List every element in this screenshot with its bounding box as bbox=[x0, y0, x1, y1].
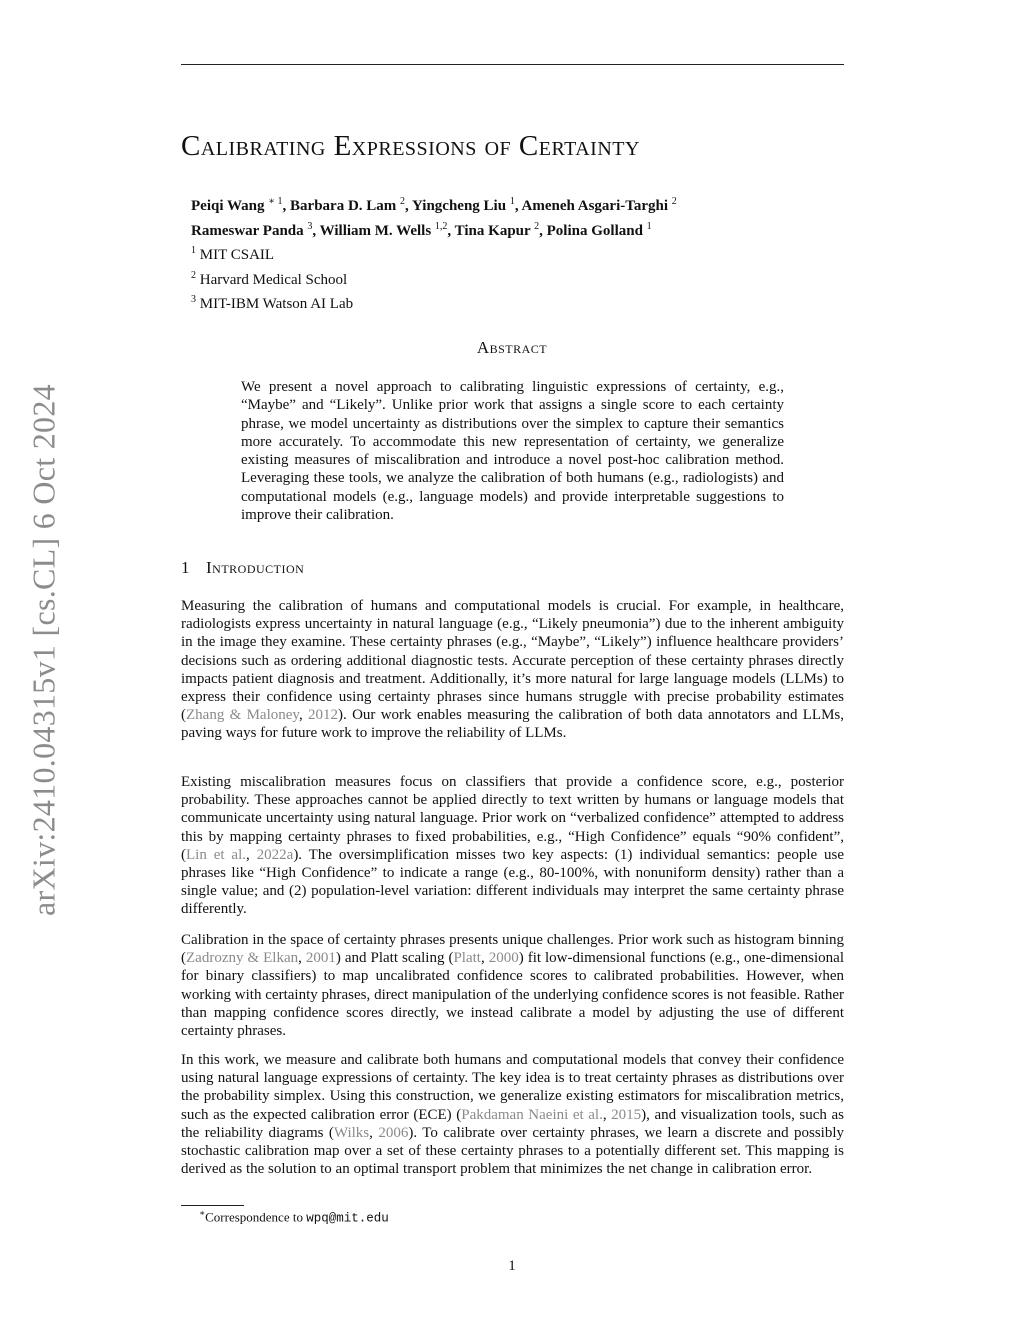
author-affiliation-mark: 2 bbox=[534, 220, 540, 232]
correspondence-email[interactable]: wpq@mit.edu bbox=[306, 1211, 389, 1226]
paragraph-text: ), and visualization tools, such as the reliability diagrams ( bbox=[181, 1106, 844, 1141]
intro-paragraph-2 bbox=[181, 773, 844, 919]
footnote-rule bbox=[181, 1205, 244, 1206]
author-separator: , bbox=[282, 198, 291, 214]
citation-link[interactable]: Zhang & Maloney bbox=[186, 707, 299, 724]
author-affiliation-mark: ∗ 1 bbox=[268, 196, 283, 207]
author-name: Rameswar Panda bbox=[191, 222, 304, 239]
paragraph-text: ) fit low-dimensional functions (e.g., one-dimensional for binary classifiers) to map uncalibrated confidence scores to calibrated probabilities. However, when working with certainty phrases, direct manipulation of the underlying confidence scores is not feasible. Rather than mapping confidence scores directly, we instead calibrate a model by adjusting the use of different certainty phrases. bbox=[181, 950, 845, 1040]
section-heading-introduction bbox=[181, 558, 304, 578]
author-line-2 bbox=[191, 217, 677, 242]
footnote bbox=[199, 1208, 389, 1225]
paragraph-text: In this work, we measure and calibrate both humans and computational models that convey their confidence using natural language expressions of certainty. The key idea is to treat certainty phrases as distributions over the probability simplex. Using this construction, we generalize existing estimators for miscalibration metrics, such as the expected calibration error (ECE) ( bbox=[181, 1052, 844, 1123]
abstract-heading: Abstract bbox=[476, 338, 548, 357]
affiliation-mark: 2 bbox=[191, 269, 196, 281]
footnote-mark: ∗ bbox=[199, 1208, 206, 1218]
footnote-text: Correspondence to bbox=[205, 1209, 307, 1225]
author-separator: , bbox=[514, 198, 522, 214]
author-name: Tina Kapur bbox=[454, 222, 531, 239]
affiliation-mark: 3 bbox=[191, 294, 196, 305]
author-name: Barbara D. Lam bbox=[290, 198, 397, 214]
affiliation-name: MIT-IBM Watson AI Lab bbox=[199, 296, 354, 312]
intro-paragraph-3 bbox=[181, 931, 844, 1040]
citation-link[interactable]: 2006 bbox=[378, 1124, 409, 1141]
citation-link[interactable]: 2012 bbox=[308, 707, 339, 724]
paragraph-text: Measuring the calibration of humans and computational models is crucial. For example, in healthcare, radiologists express uncertainty in natural language (e.g., “Likely pneumonia”) due to the inherent ambiguity in the image they examine. These certainty phrases (e.g., “Maybe”, “Likely”) influence healthcare providers’ decisions such as ordering additional diagnostic tests. Accurate perception of these certainty phrases directly impacts patient diagnosis and treatment. Additionally, it’s more natural for large language models (LLMs) to express their confidence using certainty phrases since humans struggle with precise probability estimates ( bbox=[181, 598, 844, 724]
affiliation bbox=[191, 241, 677, 266]
author-separator: , bbox=[405, 198, 412, 214]
citation-link[interactable]: 2000 bbox=[488, 950, 519, 967]
paper-title: Calibrating Expressions of Certainty bbox=[181, 130, 640, 162]
affiliation-name: MIT CSAIL bbox=[199, 247, 275, 263]
citation-link[interactable]: Wilks bbox=[333, 1124, 370, 1141]
author-name: Polina Golland bbox=[546, 222, 643, 239]
citation-link[interactable]: 2015 bbox=[611, 1106, 642, 1123]
paragraph-text: , bbox=[480, 950, 489, 967]
author-affiliation-mark: 3 bbox=[307, 220, 313, 232]
section-title: Introduction bbox=[206, 558, 305, 577]
affiliation bbox=[191, 266, 677, 291]
paragraph-text: ). To calibrate over certainty phrases, we learn a discrete and possibly stochastic calibration map over a set of these certainty phrases to a potentially different set. This mapping is derived as the solution to an optimal transport problem that minimizes the net change in calibration error. bbox=[181, 1124, 845, 1178]
affiliation-name: Harvard Medical School bbox=[199, 271, 348, 288]
author-block bbox=[191, 192, 677, 315]
paragraph-text: ) and Platt scaling ( bbox=[335, 950, 454, 967]
paragraph-text: ). The oversimplification misses two key aspects: (1) individual semantics: people use phrases like “High Confidence” to indicate a range (e.g., 80-100%, with nonuniform density) rather than a single value; and (2) population-level variation: different individuals may interpret the same certainty phrase differently. bbox=[181, 846, 845, 918]
author-separator: , bbox=[312, 222, 320, 239]
paragraph-text: , bbox=[298, 950, 306, 967]
author-affiliation-mark: 1,2 bbox=[434, 220, 448, 232]
top-rule bbox=[181, 64, 844, 65]
author-name: Ameneh Asgari-Targhi bbox=[521, 198, 669, 214]
paragraph-text: , bbox=[369, 1124, 379, 1141]
citation-link[interactable]: Zadrozny & Elkan bbox=[186, 950, 299, 967]
author-affiliation-mark: 2 bbox=[671, 196, 677, 207]
author-name: Peiqi Wang bbox=[191, 198, 265, 214]
section-number: 1 bbox=[181, 558, 190, 577]
author-separator: , bbox=[447, 222, 455, 239]
paragraph-text: , bbox=[298, 707, 309, 724]
author-name: Yingcheng Liu bbox=[412, 198, 507, 214]
citation-link[interactable]: 2022a bbox=[256, 846, 294, 863]
author-affiliation-mark: 2 bbox=[400, 196, 406, 207]
abstract-text: We present a novel approach to calibrating linguistic expressions of certainty, e.g., “Maybe” and “Likely”. Unlike prior work that assigns a single score to each certainty phrase, we model uncertainty as distributions over the simplex to capture their semantics more accurately. To accommodate this new representation of certainty, we generalize existing measures of miscalibration and introduce a novel post-hoc calibration method. Leveraging these tools, we analyze the calibration of both humans (e.g., radiologists) and computational models (e.g., language models) and provide interpretable suggestions to improve their calibration. bbox=[241, 379, 784, 524]
affiliation bbox=[191, 290, 677, 315]
paragraph-text: Calibration in the space of certainty phrases presents unique challenges. Prior work such as histogram binning ( bbox=[181, 932, 844, 967]
author-affiliation-mark: 1 bbox=[509, 196, 515, 207]
arxiv-identifier-stamp: arXiv:2410.04315v1 [cs.CL] 6 Oct 2024 bbox=[25, 384, 62, 916]
intro-paragraph-4 bbox=[181, 1051, 844, 1178]
author-line-1 bbox=[191, 192, 677, 217]
paragraph-text: Existing miscalibration measures focus on classifiers that provide a confidence score, e.g., posterior probability. These approaches cannot be applied directly to text written by humans or language models that communicate uncertainty using natural language. Prior work on “verbalized confidence” attempted to address this by mapping certainty phrases to fixed probabilities, e.g., “High Confidence” equals “90% confident”, ( bbox=[181, 774, 844, 863]
citation-link[interactable]: 2001 bbox=[305, 950, 336, 967]
citation-link[interactable]: Platt bbox=[453, 950, 481, 967]
paragraph-text: , bbox=[246, 846, 257, 863]
citation-link[interactable]: Lin et al. bbox=[186, 846, 246, 863]
paragraph-text: ). Our work enables measuring the calibration of both data annotators and LLMs, paving ways for future work to improve the reliability of LLMs. bbox=[181, 707, 845, 742]
page-number: 1 bbox=[508, 1258, 516, 1274]
citation-link[interactable]: Pakdaman Naeini et al. bbox=[461, 1106, 603, 1123]
author-affiliation-mark: 1 bbox=[646, 220, 652, 232]
paragraph-text: , bbox=[602, 1106, 612, 1123]
intro-paragraph-1 bbox=[181, 597, 844, 743]
affiliation-mark: 1 bbox=[191, 245, 196, 256]
author-separator: , bbox=[539, 222, 547, 239]
author-name: William M. Wells bbox=[319, 222, 432, 239]
